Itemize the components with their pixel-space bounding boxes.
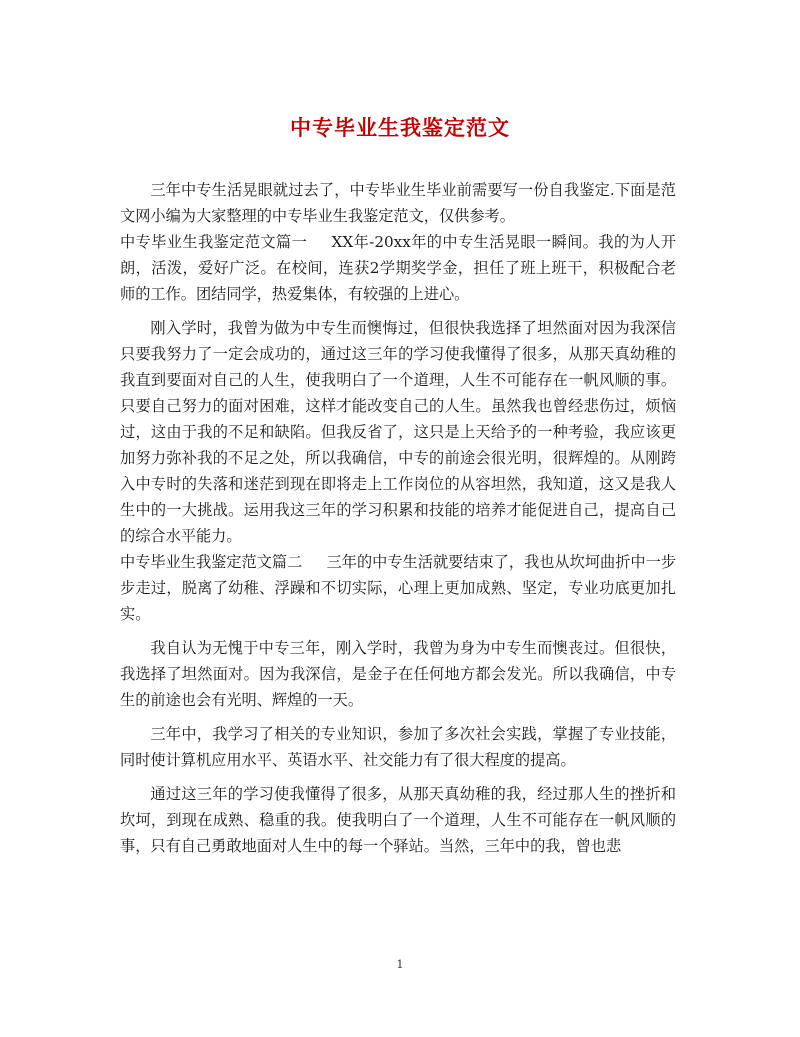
paragraph-two: 刚入学时，我曾为做为中专生而懊悔过，但很快我选择了坦然面对因为我深信只要我努力了一定会成功的，通过这三年的学习使我懂得了很多，从那天真幼稚的我直到要面对自己的人生，使我明白了一个道理，人生不可能存在一帆风顺的事。只要自己努力的面对困难，这样才能改变自己的人生。虽然我也曾经悲伤过，烦恼过，这由于我的不足和缺陷。但我反省了，这只是上天给予的一种考验，我应该更加努力弥补我的不足之处，所以我确信，中专的前途会很光明，很辉煌的。从刚跨入中专时的失落和迷茫到现在即将走上工作岗位的从容坦然，我知道，这又是我人生中的一大挑战。运用我这三年的学习积累和技能的培养才能促进自己，提高自己的综合水平能力。: [120, 319, 676, 545]
section-one-text: XX年-20xx年的中专生活晃眼一瞬间。我的为人开朗，活泼，爱好广泛。在校间，连获2学期奖学金，担任了班上班干，积极配合老师的工作。团结同学，热爱集体，有较强的上进心。: [120, 233, 677, 303]
page-number: 1: [396, 958, 404, 971]
section-one-paragraph: [120, 229, 676, 307]
document-body: [120, 177, 676, 859]
section-one-heading: 中专毕业生我鉴定范文篇一: [120, 233, 308, 251]
paragraph-four: 我自认为无愧于中专三年，刚入学时，我曾为身为中专生而懊丧过。但很快，我选择了坦然面对。因为我深信，是金子在任何地方都会发光。所以我确信，中专生的前途也会有光明、辉煌的一天。: [120, 639, 676, 709]
paragraph-six: 通过这三年的学习使我懂得了很多，从那天真幼稚的我，经过那人生的挫折和坎坷，到现在成熟、稳重的我。使我明白了一个道理，人生不可能存在一帆风顺的事，只有自己勇敢地面对人生中的每一个驿站。当然，三年中的我，曾也悲: [120, 785, 676, 855]
document-title: 中专毕业生我鉴定范文: [290, 115, 510, 140]
section-two-heading: 中专毕业生我鉴定范文篇二: [120, 553, 303, 571]
intro-paragraph: 三年中专生活晃眼就过去了，中专毕业生毕业前需要写一份自我鉴定.下面是范文网小编为大家整理的中专毕业生我鉴定范文，仅供参考。: [120, 181, 676, 225]
section-two-paragraph: [120, 549, 676, 627]
section-two-text: 三年的中专生活就要结束了，我也从坎坷曲折中一步步走过，脱离了幼稚、浮躁和不切实际，心理上更加成熟、坚定，专业功底更加扎实。: [120, 553, 677, 623]
paragraph-five: 三年中，我学习了相关的专业知识，参加了多次社会实践，掌握了专业技能，同时使计算机应用水平、英语水平、社交能力有了很大程度的提高。: [120, 725, 676, 769]
